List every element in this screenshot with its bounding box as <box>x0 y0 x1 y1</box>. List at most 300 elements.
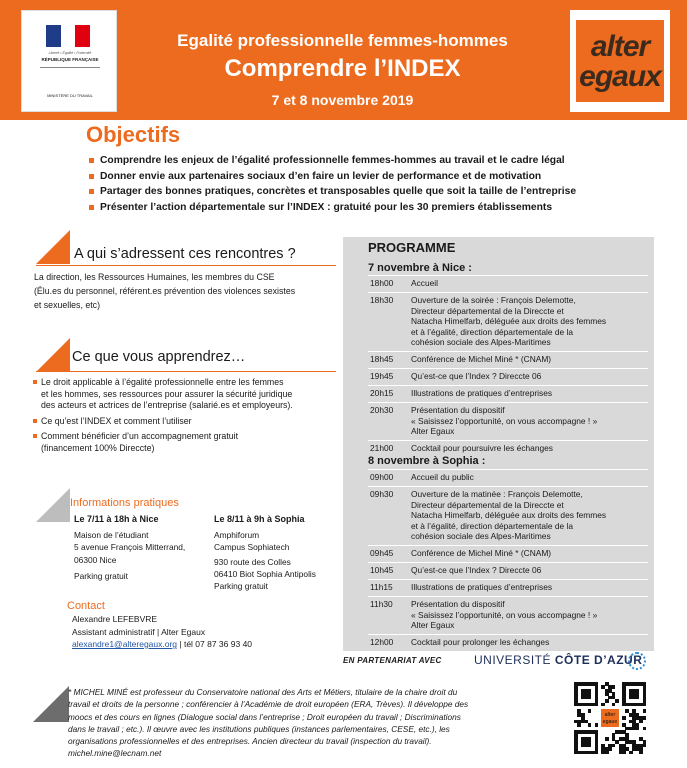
qr-module <box>629 696 633 700</box>
programme-desc-line: Alter Egaux <box>411 426 455 436</box>
objectif-text: Comprendre les enjeux de l’égalité professionnelle femmes-hommes au travail et le cadre légal <box>100 155 565 166</box>
qr-module <box>636 747 640 751</box>
bullet-square-icon <box>33 419 37 423</box>
qr-module <box>622 747 626 751</box>
learn-item <box>33 377 338 412</box>
qr-module <box>605 699 609 703</box>
objectif-item <box>89 186 649 197</box>
qr-module <box>595 703 599 707</box>
gray-triangle-icon <box>36 488 70 522</box>
qr-module <box>605 692 609 696</box>
qr-module <box>588 744 592 748</box>
programme-time: 12h00 <box>370 637 394 647</box>
qr-module <box>584 682 588 686</box>
qr-module <box>574 730 578 734</box>
info-sophia-line: Amphiforum <box>214 530 260 541</box>
info-nice-line: Parking gratuit <box>74 570 128 581</box>
qr-module <box>581 730 585 734</box>
qr-module <box>574 737 578 741</box>
programme-time: 11h15 <box>370 582 393 592</box>
programme-row-divider <box>368 486 648 487</box>
qr-module <box>584 720 588 724</box>
qr-module <box>636 696 640 700</box>
programme-desc-line: Ouverture de la soirée : François Delemotte, <box>411 295 576 305</box>
qr-module <box>577 730 581 734</box>
footnote-line: moocs et des cours en lignes (Dialogue social dans l’entreprise ; Droit européen du travail ; Discriminations <box>68 711 461 722</box>
learn-line: et les hommes, ses ressources pour assurer la sécurité juridique <box>41 388 293 399</box>
programme-row-divider <box>368 275 648 276</box>
qr-module <box>574 733 578 737</box>
qr-module <box>625 740 629 744</box>
programme-time: 18h00 <box>370 278 394 288</box>
qr-module <box>643 692 647 696</box>
programme-desc <box>411 405 651 437</box>
programme-row-divider <box>368 385 648 386</box>
programme-row-divider <box>368 351 648 352</box>
programme-desc-line: et à l’égalité, direction départementale de la <box>411 520 574 531</box>
qr-module <box>601 744 605 748</box>
programme-desc-line: Accueil <box>411 278 438 288</box>
programme-time: 18h45 <box>370 354 394 364</box>
qr-module <box>625 703 629 707</box>
programme-desc-line: Ouverture de la matinée : François Delemotte, <box>411 489 583 499</box>
contact-name: Alexandre LEFEBVRE <box>72 614 158 624</box>
qr-module <box>588 740 592 744</box>
qr-module <box>574 682 578 686</box>
qr-module <box>574 747 578 751</box>
qr-module <box>595 685 599 689</box>
qr-module <box>608 685 612 689</box>
qr-module <box>601 747 605 751</box>
programme-desc <box>411 599 651 631</box>
info-nice-line: Maison de l’étudiant <box>74 530 149 541</box>
qr-module <box>574 751 578 755</box>
qr-module <box>639 716 643 720</box>
programme-desc-line: Conférence de Michel Miné * (CNAM) <box>411 354 552 364</box>
qr-module <box>622 689 626 693</box>
qr-module <box>625 727 629 731</box>
programme-desc <box>411 354 651 365</box>
qr-module <box>622 744 626 748</box>
qr-module <box>591 751 595 755</box>
programme-desc <box>411 472 651 483</box>
qr-module <box>615 740 619 744</box>
qr-module <box>632 682 636 686</box>
qr-module <box>619 744 623 748</box>
event-dates: 7 et 8 novembre 2019 <box>271 92 414 108</box>
bullet-square-icon <box>89 189 94 194</box>
qr-module <box>632 713 636 717</box>
qr-module <box>605 751 609 755</box>
qr-module <box>622 703 626 707</box>
programme-desc-line: Qu’est-ce que l’Index ? Direccte 06 <box>411 565 542 575</box>
learn-line: (financement 100% Direccte) <box>41 442 155 453</box>
programme-desc-line: Natacha Himelfarb, déléguée aux droits des femmes <box>411 316 607 326</box>
programme-title: PROGRAMME <box>368 240 456 255</box>
programme-time: 19h45 <box>370 371 394 381</box>
contact-block <box>72 613 252 651</box>
orange-triangle-icon <box>36 338 70 372</box>
qr-module <box>584 689 588 693</box>
programme-desc-line: Illustrations de pratiques d’entreprises <box>411 388 553 398</box>
info-sophia <box>214 513 316 592</box>
qr-module <box>629 689 633 693</box>
qr-module <box>577 723 581 727</box>
qr-module <box>636 744 640 748</box>
uca-dots-icon <box>628 652 646 670</box>
qr-module <box>632 703 636 707</box>
logo-ministere: MINISTÈRE DU TRAVAIL <box>47 93 93 98</box>
bullet-square-icon <box>89 158 94 163</box>
objectifs-list <box>89 155 649 217</box>
qr-module <box>595 682 599 686</box>
qr-module <box>622 730 626 734</box>
qr-module <box>584 692 588 696</box>
qr-module <box>636 692 640 696</box>
qr-module <box>643 709 647 713</box>
programme-desc-line: Natacha Himelfarb, déléguée aux droits des femmes <box>411 510 607 520</box>
programme-desc-line: cohésion sociale des Alpes-Maritimes <box>411 531 551 541</box>
qr-module <box>577 713 581 717</box>
info-nice-line: 06300 Nice <box>74 554 117 565</box>
qr-module <box>574 696 578 700</box>
qr-module <box>581 703 585 707</box>
qr-module <box>639 744 643 748</box>
qr-module <box>605 737 609 741</box>
qr-module <box>632 740 636 744</box>
contact-phone: | tél 07 87 36 93 40 <box>177 639 253 649</box>
audience-line: La direction, les Ressources Humaines, les membres du CSE <box>34 272 275 282</box>
qr-module <box>608 689 612 693</box>
programme-row-divider <box>368 368 648 369</box>
dark-triangle-icon <box>33 686 69 722</box>
programme-desc-line: Cocktail pour prolonger les échanges <box>411 637 550 647</box>
programme-desc <box>411 637 651 648</box>
programme-desc <box>411 295 651 348</box>
learn-item <box>33 416 338 428</box>
qr-module <box>577 709 581 713</box>
footnote-line: dans le travail ; etc.). Il œuvre avec les institutions publiques (instances parlementaires, CESE, etc.), les <box>68 723 450 734</box>
audience-divider <box>36 265 336 266</box>
qr-module <box>639 751 643 755</box>
programme-time: 21h00 <box>370 443 394 453</box>
programme-time: 09h45 <box>370 548 394 558</box>
programme-time: 18h30 <box>370 295 394 305</box>
qr-module <box>619 730 623 734</box>
qr-module <box>629 720 633 724</box>
uca-text-2: CÔTE D’AZUR <box>554 653 643 667</box>
qr-module <box>605 682 609 686</box>
programme-desc-line: Conférence de Michel Miné * (CNAM) <box>411 548 552 558</box>
qr-module <box>622 751 626 755</box>
logo-divider <box>40 67 100 68</box>
audience-line: et sexuelles, etc) <box>34 300 101 310</box>
programme-day2-label: 8 novembre à Sophia : <box>368 455 486 467</box>
qr-module <box>581 737 585 741</box>
republique-francaise-logo <box>21 10 117 112</box>
qr-module <box>639 720 643 724</box>
qr-module <box>601 703 605 707</box>
programme-desc-line: Directeur départemental de la Direccte et <box>411 499 564 510</box>
qr-module <box>574 689 578 693</box>
qr-module <box>581 682 585 686</box>
qr-module <box>588 723 592 727</box>
programme-row-divider <box>368 440 648 441</box>
qr-module <box>595 747 599 751</box>
programme-desc <box>411 388 651 399</box>
alter-egaux-logo-mark <box>576 20 664 102</box>
objectif-text: Donner envie aux partenaires sociaux d’en faire un levier de performance et de motivation <box>100 170 542 182</box>
programme-time: 10h45 <box>370 565 394 575</box>
qr-module <box>574 692 578 696</box>
partner-label: EN PARTENARIAT AVEC <box>343 656 442 665</box>
qr-module <box>629 692 633 696</box>
qr-module <box>615 699 619 703</box>
qr-module <box>632 747 636 751</box>
qr-module <box>619 751 623 755</box>
qr-module <box>574 744 578 748</box>
qr-module <box>595 699 599 703</box>
programme-row-divider <box>368 469 648 470</box>
qr-module <box>595 723 599 727</box>
programme-desc-line: Directeur départemental de la Direccte et <box>411 305 564 316</box>
qr-module <box>584 740 588 744</box>
contact-email-link[interactable]: alexandre1@alteregaux.org <box>72 639 178 649</box>
qr-module <box>632 689 636 693</box>
programme-time: 11h30 <box>370 599 393 609</box>
qr-module <box>636 723 640 727</box>
qr-module <box>632 692 636 696</box>
qr-module <box>643 740 647 744</box>
qr-module <box>581 713 585 717</box>
qr-module <box>588 703 592 707</box>
qr-logo-text: egaux <box>602 719 618 725</box>
qr-module <box>595 689 599 693</box>
qr-module <box>629 751 633 755</box>
qr-module <box>601 751 605 755</box>
qr-module <box>629 713 633 717</box>
qr-module <box>619 747 623 751</box>
alter-egaux-logo <box>570 10 670 112</box>
programme-desc-line: « Saisissez l’opportunité, on vous accompagne ! » <box>411 415 598 426</box>
programme-desc <box>411 548 651 559</box>
qr-module <box>588 709 592 713</box>
qr-module <box>632 696 636 700</box>
qr-module <box>595 733 599 737</box>
info-sophia-line: Parking gratuit <box>214 581 268 592</box>
programme-desc <box>411 565 651 576</box>
qr-module <box>595 696 599 700</box>
info-sophia-line: 930 route des Colles <box>214 556 291 567</box>
qr-module <box>595 751 599 755</box>
qr-module <box>584 730 588 734</box>
qr-module <box>632 716 636 720</box>
qr-module <box>591 703 595 707</box>
qr-module <box>588 751 592 755</box>
qr-module <box>636 703 640 707</box>
programme-desc <box>411 582 651 593</box>
programme-desc-line: Qu’est-ce que l’Index ? Direccte 06 <box>411 371 542 381</box>
qr-logo <box>600 708 620 728</box>
qr-module <box>622 692 626 696</box>
qr-module <box>632 720 636 724</box>
qr-module <box>577 720 581 724</box>
qr-module <box>595 730 599 734</box>
qr-module <box>588 689 592 693</box>
logo-text-egaux: egaux <box>579 60 661 93</box>
bullet-square-icon <box>89 174 94 179</box>
programme-row-divider <box>368 545 648 546</box>
qr-module <box>643 703 647 707</box>
learn-divider <box>36 371 336 372</box>
qr-module <box>622 682 626 686</box>
qr-module <box>629 682 633 686</box>
qr-code[interactable] <box>574 682 646 754</box>
qr-module <box>622 685 626 689</box>
programme-desc-line: et à l’égalité, direction départementale de la <box>411 326 574 337</box>
qr-module <box>584 696 588 700</box>
qr-module <box>601 685 605 689</box>
qr-module <box>605 689 609 693</box>
objectif-item <box>89 171 649 182</box>
qr-module <box>595 692 599 696</box>
qr-module <box>643 744 647 748</box>
marianne-flag-icon <box>46 25 90 47</box>
qr-module <box>643 716 647 720</box>
qr-module <box>643 699 647 703</box>
qr-module <box>629 727 633 731</box>
learn-line: des acteurs et actrices de l’entreprise (salarié.es et employeurs). <box>41 400 293 410</box>
qr-module <box>643 689 647 693</box>
programme-day1-label: 7 novembre à Nice : <box>368 262 472 274</box>
programme-desc <box>411 489 651 542</box>
qr-module <box>581 689 585 693</box>
programme-desc-line: Présentation du dispositif <box>411 405 505 415</box>
qr-module <box>581 720 585 724</box>
qr-module <box>581 696 585 700</box>
qr-module <box>612 733 616 737</box>
qr-module <box>581 692 585 696</box>
qr-module <box>622 699 626 703</box>
programme-row-divider <box>368 292 648 293</box>
qr-module <box>632 709 636 713</box>
programme-desc <box>411 278 651 289</box>
learn-line: Comment bénéficier d’un accompagnement gratuit <box>41 431 239 441</box>
programme-desc-line: Alter Egaux <box>411 620 455 630</box>
qr-module <box>622 737 626 741</box>
qr-module <box>608 696 612 700</box>
qr-module <box>591 682 595 686</box>
qr-module <box>643 727 647 731</box>
qr-module <box>622 696 626 700</box>
qr-module <box>625 709 629 713</box>
header-banner <box>0 0 687 120</box>
footnote-line: organisations professionnelles et des entreprises. Ancien directeur du travail (inspection du travail). <box>68 736 432 747</box>
qr-module <box>625 682 629 686</box>
programme-time: 09h30 <box>370 489 394 499</box>
qr-module <box>612 703 616 707</box>
qr-module <box>619 737 623 741</box>
qr-module <box>612 685 616 689</box>
programme-desc-line: Illustrations de pratiques d’entreprises <box>411 582 553 592</box>
learn-item <box>33 431 338 454</box>
learn-list <box>33 377 338 458</box>
qr-module <box>581 716 585 720</box>
qr-module <box>591 730 595 734</box>
qr-module <box>636 727 640 731</box>
learn-line: Ce qu’est l’INDEX et comment l’utiliser <box>41 415 192 426</box>
qr-module <box>574 685 578 689</box>
qr-module <box>577 703 581 707</box>
objectif-text: Présenter l’action départementale sur l’INDEX : gratuité pour les 30 premiers établissements <box>100 201 553 213</box>
qr-module <box>588 692 592 696</box>
infos-title: Informations pratiques <box>70 497 179 509</box>
objectifs-title: Objectifs <box>86 122 181 147</box>
qr-module <box>588 696 592 700</box>
qr-module <box>577 751 581 755</box>
qr-logo-text: alter <box>604 712 616 718</box>
qr-module <box>581 740 585 744</box>
programme-desc-line: cohésion sociale des Alpes-Maritimes <box>411 337 551 347</box>
bullet-square-icon <box>33 434 37 438</box>
uca-text-1: UNIVERSITÉ <box>474 653 555 667</box>
qr-module <box>595 744 599 748</box>
info-sophia-line: 06410 Biot Sophia Antipolis <box>214 568 316 579</box>
bullet-square-icon <box>33 380 37 384</box>
logo-motto: Liberté • Égalité • Fraternité <box>48 51 92 55</box>
qr-module <box>639 747 643 751</box>
qr-module <box>629 703 633 707</box>
programme-row-divider <box>368 562 648 563</box>
info-sophia-line: Campus Sophiatech <box>214 542 290 553</box>
qr-module <box>612 744 616 748</box>
info-nice-line: 5 avenue François Mitterrand, <box>74 542 186 553</box>
qr-module <box>581 751 585 755</box>
info-nice-head: Le 7/11 à 18h à Nice <box>74 514 159 524</box>
programme-desc-line: « Saisissez l’opportunité, on vous accompagne ! » <box>411 609 598 620</box>
qr-module <box>574 699 578 703</box>
audience-title: A qui s’adressent ces rencontres ? <box>74 246 296 262</box>
objectif-item <box>89 202 649 213</box>
info-sophia-head: Le 8/11 à 9h à Sophia <box>214 514 305 524</box>
qr-module <box>595 740 599 744</box>
footnote-line: michel.mine@lecnam.net <box>68 748 162 759</box>
programme-time: 09h00 <box>370 472 394 482</box>
programme-row-divider <box>368 634 648 635</box>
qr-module <box>577 682 581 686</box>
qr-module <box>608 744 612 748</box>
qr-module <box>605 747 609 751</box>
qr-module <box>636 682 640 686</box>
qr-module <box>639 737 643 741</box>
orange-triangle-icon <box>36 230 70 264</box>
qr-module <box>636 716 640 720</box>
qr-module <box>588 682 592 686</box>
qr-module <box>574 720 578 724</box>
qr-module <box>584 744 588 748</box>
qr-module <box>612 696 616 700</box>
qr-module <box>639 703 643 707</box>
objectif-item <box>89 155 649 166</box>
qr-module <box>595 737 599 741</box>
footnote <box>68 686 546 760</box>
programme-desc-line: Accueil du public <box>411 472 474 482</box>
contact-title: Contact <box>67 600 105 612</box>
objectif-text: Partager des bonnes pratiques, concrètes et transposables quelle que soit la taille de l’entreprise <box>100 186 577 198</box>
qr-module <box>632 723 636 727</box>
learn-title: Ce que vous apprendrez… <box>72 349 246 365</box>
logo-text-alter: alter <box>590 30 650 63</box>
